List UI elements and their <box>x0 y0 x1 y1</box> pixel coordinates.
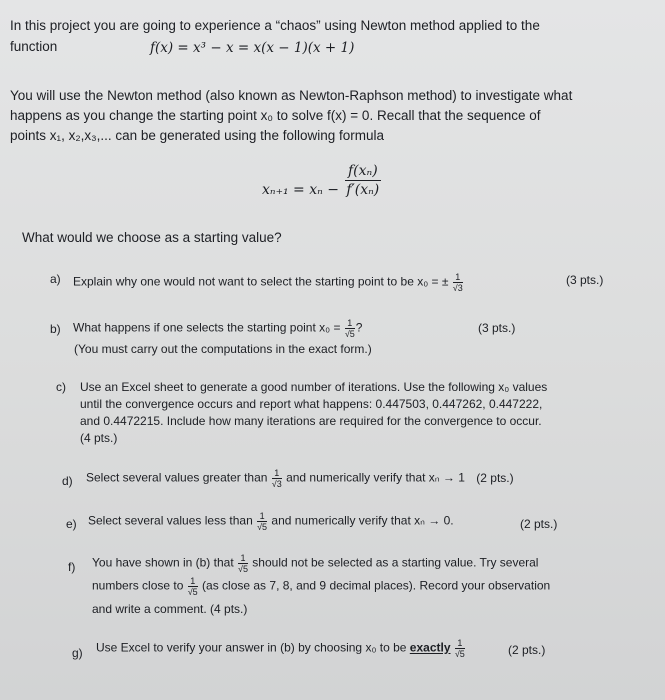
newton-formula-fraction <box>345 163 381 198</box>
part-c-label: c) <box>56 380 66 394</box>
part-f-label: f) <box>68 560 76 574</box>
function-formula: f(x) = x³ − x = x(x − 1)(x + 1) <box>150 40 355 56</box>
part-a-text: Explain why one would not want to select the starting point to be x₀ = ± <box>73 274 449 289</box>
part-f-line-3: and write a comment. (4 pts.) <box>92 602 248 616</box>
part-d-text-before: Select several values greater than <box>86 470 268 485</box>
part-f-line2-after: (as close as 7, 8, and 9 decimal places). Record your observation <box>202 578 551 593</box>
part-g-fraction <box>455 638 465 659</box>
part-c-line-3: and 0.4472215. Include how many iterations are required for the convergence to occur. <box>80 414 542 428</box>
part-d-points: (2 pts.) <box>476 470 514 485</box>
fraction-numerator: 1 <box>188 576 198 587</box>
part-g-text-before: Use Excel to verify your answer in (b) by choosing x₀ to be <box>96 640 407 655</box>
newton-formula-denominator: f′(xₙ) <box>346 182 380 198</box>
part-e-item <box>88 511 454 532</box>
part-a-points: (3 pts.) <box>566 273 604 287</box>
part-b-item <box>73 318 362 339</box>
part-g-item <box>96 638 466 659</box>
fraction-numerator: 1 <box>453 272 463 283</box>
part-c-line-2: until the convergence occurs and report what happens: 0.447503, 0.447262, 0.447222, <box>80 397 543 411</box>
fraction-numerator: 1 <box>455 638 465 649</box>
part-g-label: g) <box>72 646 83 660</box>
part-b-points: (3 pts.) <box>478 321 516 335</box>
part-f-text-before: You have shown in (b) that <box>92 555 234 570</box>
newton-formula-lhs: xₙ₊₁ = xₙ − <box>262 182 339 198</box>
function-label: function <box>10 39 58 54</box>
part-b-question-mark: ? <box>355 320 363 335</box>
part-f-fraction-2 <box>188 576 198 597</box>
part-f-text-after: should not be selected as a starting value. Try several <box>252 555 539 570</box>
part-f-line-2 <box>92 576 550 597</box>
fraction-denominator: √5 <box>454 649 465 659</box>
part-d-label: d) <box>62 474 73 488</box>
part-e-text-before: Select several values less than <box>88 513 253 528</box>
part-g-points: (2 pts.) <box>508 643 546 657</box>
part-e-fraction <box>257 511 267 532</box>
part-b-fraction <box>345 318 355 339</box>
fraction-numerator: 1 <box>257 511 267 522</box>
fraction-denominator: √3 <box>271 479 282 489</box>
fraction-numerator: 1 <box>272 468 282 479</box>
part-b-note: (You must carry out the computations in the exact form.) <box>74 342 372 356</box>
part-e-text-after: and numerically verify that xₙ → 0. <box>271 513 454 528</box>
part-b-label: b) <box>50 322 61 336</box>
part-f-fraction <box>238 553 248 574</box>
part-g-exactly: exactly <box>409 640 451 655</box>
part-b-text: What happens if one selects the starting point x₀ = <box>73 320 341 335</box>
part-e-points: (2 pts.) <box>520 517 558 531</box>
part-f-item <box>92 553 538 574</box>
part-a-fraction <box>453 272 463 293</box>
fraction-denominator: √5 <box>257 522 268 532</box>
fraction-denominator: √5 <box>238 564 248 574</box>
fraction-denominator: √5 <box>187 587 198 597</box>
fraction-numerator: 1 <box>345 318 355 329</box>
part-a-label: a) <box>50 272 61 286</box>
fraction-denominator: √5 <box>344 329 355 339</box>
part-e-label: e) <box>66 517 77 531</box>
part-c-line-4: (4 pts.) <box>80 431 118 445</box>
para-line-2: happens as you change the starting point x₀ to solve f(x) = 0. Recall that the sequence of <box>10 108 541 123</box>
para-line-3: points x₁, x₂,x₃,... can be generated using the following formula <box>10 128 384 143</box>
part-d-fraction <box>272 468 282 489</box>
fraction-denominator: √3 <box>452 283 463 293</box>
newton-formula-numerator: f(xₙ) <box>345 163 381 181</box>
part-c-line-1: Use an Excel sheet to generate a good number of iterations. Use the following x₀ values <box>80 380 548 394</box>
part-d-text-after: and numerically verify that xₙ → 1 <box>286 470 465 485</box>
question-heading: What would we choose as a starting value? <box>22 230 282 245</box>
part-d-item <box>86 468 514 489</box>
part-a-item <box>73 272 464 293</box>
part-f-line2-before: numbers close to <box>92 578 184 593</box>
intro-line: In this project you are going to experience a “chaos” using Newton method applied to the <box>10 18 540 33</box>
para-line-1: You will use the Newton method (also known as Newton-Raphson method) to investigate what <box>10 88 573 103</box>
fraction-numerator: 1 <box>238 553 248 564</box>
